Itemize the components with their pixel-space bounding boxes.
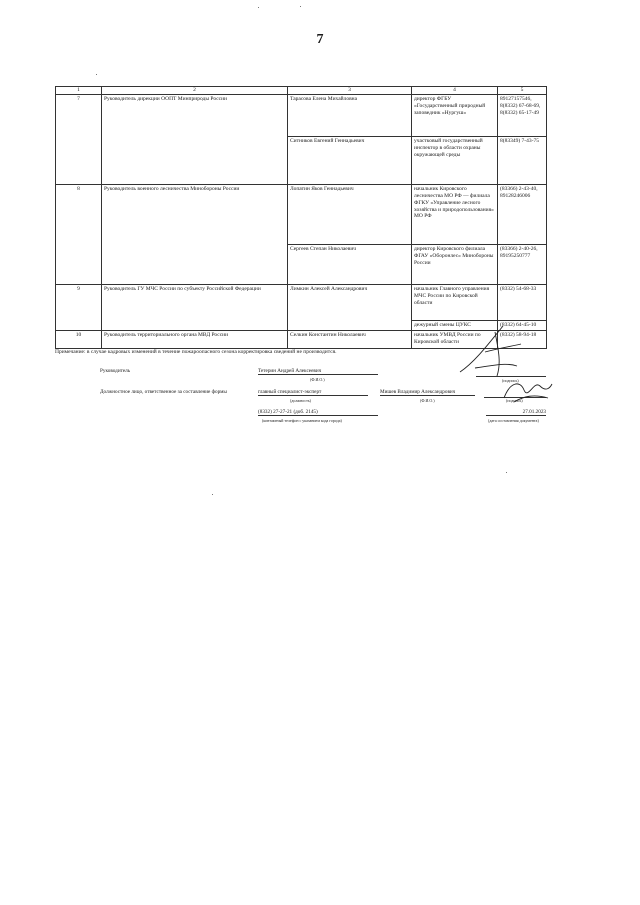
scan-speck — [506, 472, 507, 473]
scan-speck — [212, 494, 213, 495]
position-cell: директор ФГБУ «Государственный природный заповедник «Нургуш» — [412, 94, 498, 136]
person-cell: Лимкин Алексей Александрович — [288, 284, 412, 330]
header-cell: 2 — [102, 87, 288, 95]
date-caption: (дата составления документа) — [488, 418, 539, 423]
position-cell: начальник Главного управления МЧС России по Кировской области — [412, 284, 498, 320]
phone-cell: (83366) 2-43-40, 89128246006 — [498, 184, 547, 244]
person-cell: Тарасова Елена Михайловна — [288, 94, 412, 136]
person-cell: Ситников Евгений Геннадьевич — [288, 136, 412, 184]
role-cell: Руководитель территориального органа МВД России — [102, 330, 288, 348]
responsible-position: главный специалист-эксперт — [258, 389, 368, 396]
row-number: 9 — [56, 284, 102, 330]
responsible-fio-caption: (Ф.И.О.) — [420, 398, 435, 403]
header-row — [56, 87, 547, 95]
table-row — [56, 284, 547, 320]
responsible-signature-icon — [500, 376, 555, 406]
responsible-name: Мишев Владимир Александрович — [380, 389, 475, 396]
role-cell: Руководитель ГУ МЧС России по субъекту Российской Федерации — [102, 284, 288, 330]
head-label: Руководитель — [100, 368, 131, 374]
table-row — [56, 94, 547, 136]
person-cell: Лопатин Яков Геннадьевич — [288, 184, 412, 244]
phone-cell: (8332) 58-94-18 — [498, 330, 547, 348]
page-number: 7 — [316, 32, 324, 47]
phone-cell: (8332) 54-68-33 — [498, 284, 547, 320]
phone-cell: 8(83349) 7-43-75 — [498, 136, 547, 184]
position-cell: начальник Кировского лесничества МО РФ — филиала ФГКУ «Управление лесного хозяйства и природопользования» МО РФ — [412, 184, 498, 244]
role-cell: Руководитель дирекции ООПТ Минприроды России — [102, 94, 288, 184]
position-cell: директор Кировского филиала ФГАУ «Оборонлес» Минобороны России — [412, 244, 498, 284]
responsible-sig-caption: (подпись) — [506, 398, 523, 403]
phone-cell: (8332) 64-45-10 — [498, 320, 547, 330]
role-cell: Руководитель военного лесничества Минобороны России — [102, 184, 288, 284]
signature-caption: (подпись) — [502, 378, 519, 383]
document-date: 27.01.2023 — [486, 409, 546, 416]
head-signature-icon — [455, 322, 525, 380]
header-cell: 5 — [498, 87, 547, 95]
position-cell: начальник УМВД России по Кировской области — [412, 330, 498, 348]
phone-caption: (контактный телефон с указанием кода города) — [262, 418, 342, 423]
header-cell: 3 — [288, 87, 412, 95]
row-number: 8 — [56, 184, 102, 284]
position-caption: (должность) — [290, 398, 311, 403]
position-cell: участковый государственный инспектор в области охраны окружающей среды — [412, 136, 498, 184]
person-cell: Селкин Константин Николаевич — [288, 330, 412, 348]
row-number: 7 — [56, 94, 102, 184]
phone-cell: (83366) 2-40-26, 89195250777 — [498, 244, 547, 284]
table-row — [56, 184, 547, 244]
header-cell: 1 — [56, 87, 102, 95]
row-number: 10 — [56, 330, 102, 348]
note-text: Примечание: в случае кадровых изменений в течение пожароопасного сезона корректировка сведений не производится. — [55, 349, 337, 355]
scan-speck — [258, 7, 259, 8]
position-cell: дежурный смены ЦУКС — [412, 320, 498, 330]
fio-caption: (Ф.И.О.) — [310, 377, 325, 382]
contact-phone: (8332) 27-27-21 (доб. 2145) — [258, 409, 378, 416]
header-cell: 4 — [412, 87, 498, 95]
responsible-label: Должностное лицо, ответственное за составление формы — [100, 389, 227, 395]
scan-speck — [96, 74, 97, 75]
scan-speck — [300, 6, 301, 7]
phone-cell: 89127157546, 8(8332) 67-68-69, 8(8332) 65-17-49 — [498, 94, 547, 136]
person-cell: Сергеев Степан Николаевич — [288, 244, 412, 284]
head-name: Тетерин Андрей Алексеевич — [258, 368, 378, 375]
contacts-table — [55, 86, 547, 349]
